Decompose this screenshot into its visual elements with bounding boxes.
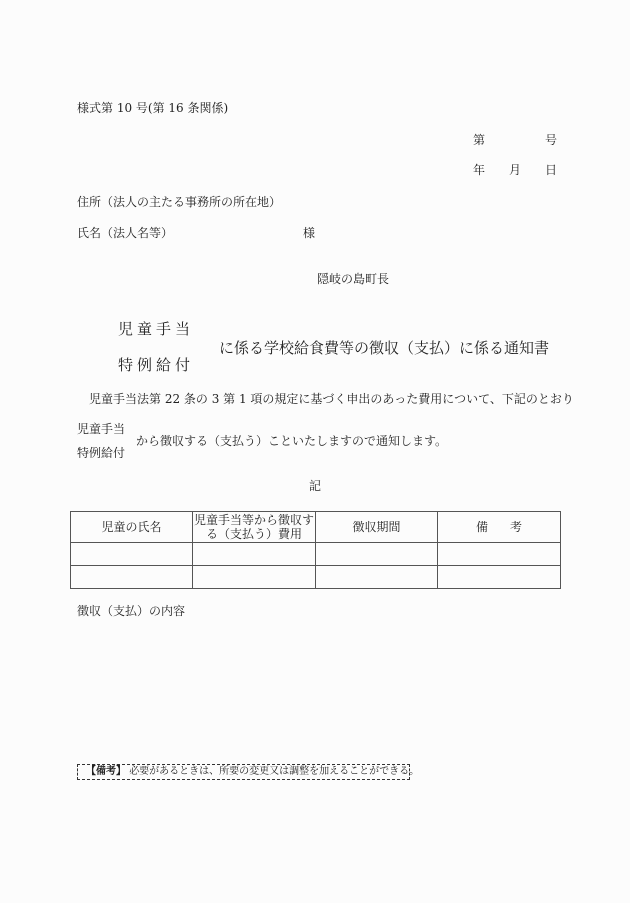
header-child-name: 児童の氏名 <box>71 512 193 543</box>
table-row <box>71 543 561 566</box>
header-collection-period: 徴収期間 <box>316 512 438 543</box>
cell-child-name[interactable] <box>71 543 193 566</box>
doc-number-suffix: 号 <box>545 133 558 147</box>
date-month-label: 月 <box>509 163 522 177</box>
recipient-address-label: 住所（法人の主たる事務所の所在地） <box>77 195 282 209</box>
title-option-child-allowance: 児童手当 <box>118 320 195 338</box>
title-option-special-benefit: 特例給付 <box>118 356 195 374</box>
ki-heading: 記 <box>309 479 322 493</box>
body-text-line1: 児童手当法第 22 条の 3 第 1 項の規定に基づく申出のあった費用について、下記のとおり <box>89 392 574 406</box>
cell-collection-period[interactable] <box>316 566 438 589</box>
remarks-note-box <box>77 764 420 780</box>
cell-collection-period[interactable] <box>316 543 438 566</box>
fee-table <box>70 511 561 589</box>
header-fee: 児童手当等から徴収する（支払う）費用 <box>193 513 314 541</box>
cell-child-name[interactable] <box>71 566 193 589</box>
table-header-row <box>71 512 561 543</box>
recipient-honorific: 様 <box>303 226 316 240</box>
collection-content-label: 徴収（支払）の内容 <box>77 604 186 618</box>
cell-remarks[interactable] <box>438 566 561 589</box>
date-day-label: 日 <box>545 163 558 177</box>
date-year-label: 年 <box>473 163 486 177</box>
form-number: 様式第 10 号(第 16 条関係) <box>77 101 229 115</box>
table-row <box>71 566 561 589</box>
recipient-name-label: 氏名（法人名等） <box>77 226 174 240</box>
cell-remarks[interactable] <box>438 543 561 566</box>
body-option-child-allowance: 児童手当 <box>77 422 126 436</box>
note-text: 必要があるときは、所要の変更又は調整を加えることができる。 <box>129 766 420 777</box>
cell-fee[interactable] <box>193 543 316 566</box>
issuer-name: 隠岐の島町長 <box>317 272 390 286</box>
body-option-special-benefit: 特例給付 <box>77 446 126 460</box>
cell-fee[interactable] <box>193 566 316 589</box>
document-title: に係る学校給食費等の徴収（支払）に係る通知書 <box>219 339 550 357</box>
doc-number-prefix: 第 <box>473 133 486 147</box>
note-tag: 【備考】 <box>86 766 126 777</box>
header-remarks: 備考 <box>438 512 561 543</box>
body-text-line2: から徴収する（支払う）こといたしますので通知します。 <box>136 434 448 448</box>
